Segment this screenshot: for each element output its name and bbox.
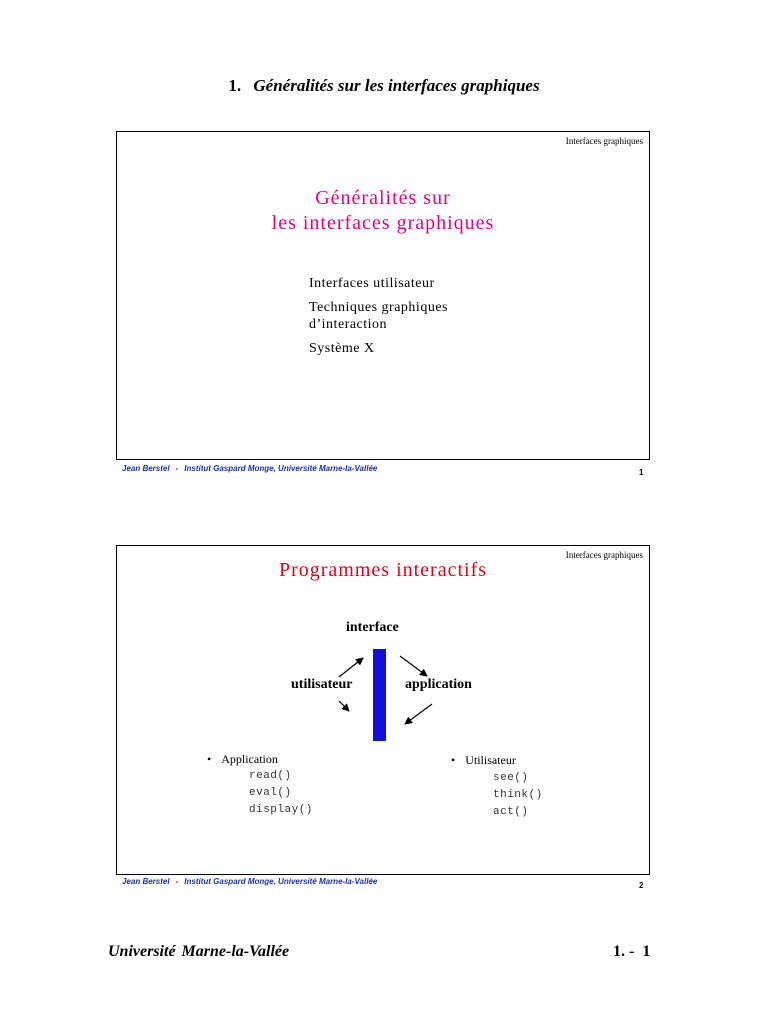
arrow-interface-to-user (339, 701, 349, 711)
slide-1-page-number: 1 (639, 468, 644, 477)
diagram-interface-label: interface (346, 620, 399, 635)
code-line: read() (249, 770, 292, 782)
slide-title (117, 186, 649, 236)
slide-title-line-2: les interfaces graphiques (271, 212, 495, 234)
bullet-icon: • (207, 752, 212, 766)
code-line: see() (493, 772, 529, 784)
footer-university: Université (108, 943, 176, 960)
arrow-application-to-interface (405, 704, 432, 724)
code-line: act() (493, 806, 529, 818)
footer-author: Jean Berstel (122, 877, 170, 886)
user-list (451, 753, 543, 821)
topic-item: Interfaces utilisateur (309, 276, 435, 291)
slide-1-footer (122, 464, 377, 473)
code-line: display() (249, 804, 313, 816)
page-heading (0, 76, 768, 96)
footer-dash: - (175, 464, 179, 473)
slide-2 (116, 545, 650, 875)
list-heading: Application (221, 752, 278, 766)
topic-item-line: Techniques graphiques (309, 300, 448, 315)
footer-campus: Marne-la-Vallée (181, 943, 290, 960)
topic-item: Système X (309, 341, 375, 356)
slide-header: Interfaces graphiques (565, 550, 643, 560)
topic-list (309, 275, 448, 364)
footer-author: Jean Berstel (122, 464, 170, 473)
arrow-user-to-interface (339, 658, 363, 677)
topic-item-line: d’interaction (309, 317, 388, 332)
footer-institution: Institut Gaspard Monge, Université Marne-la-Vallée (184, 464, 378, 473)
topic-item (309, 299, 448, 333)
diagram-arrows (117, 546, 649, 874)
bullet-icon: • (451, 753, 456, 767)
document-page-number: 1. - 1 (613, 943, 651, 960)
slide-title-line-1: Généralités sur (315, 187, 451, 209)
slide-1 (116, 131, 650, 460)
document-footer-university (108, 943, 289, 961)
diagram-application-label: application (405, 677, 472, 692)
footer-institution: Institut Gaspard Monge, Université Marne-la-Vallée (184, 877, 378, 886)
diagram-user-label: utilisateur (291, 677, 353, 692)
slide-2-page-number: 2 (639, 881, 644, 890)
arrow-interface-to-application (400, 656, 427, 676)
code-line: think() (493, 789, 543, 801)
code-line: eval() (249, 787, 292, 799)
list-heading: Utilisateur (465, 753, 516, 767)
slide-2-footer (122, 877, 377, 886)
page-heading-text: Généralités sur les interfaces graphiques (253, 76, 540, 95)
page-heading-number: 1. (228, 76, 242, 95)
footer-dash: - (175, 877, 179, 886)
slide-header: Interfaces graphiques (565, 136, 643, 146)
application-list (207, 752, 313, 819)
slide-title: Programmes interactifs (278, 559, 488, 581)
